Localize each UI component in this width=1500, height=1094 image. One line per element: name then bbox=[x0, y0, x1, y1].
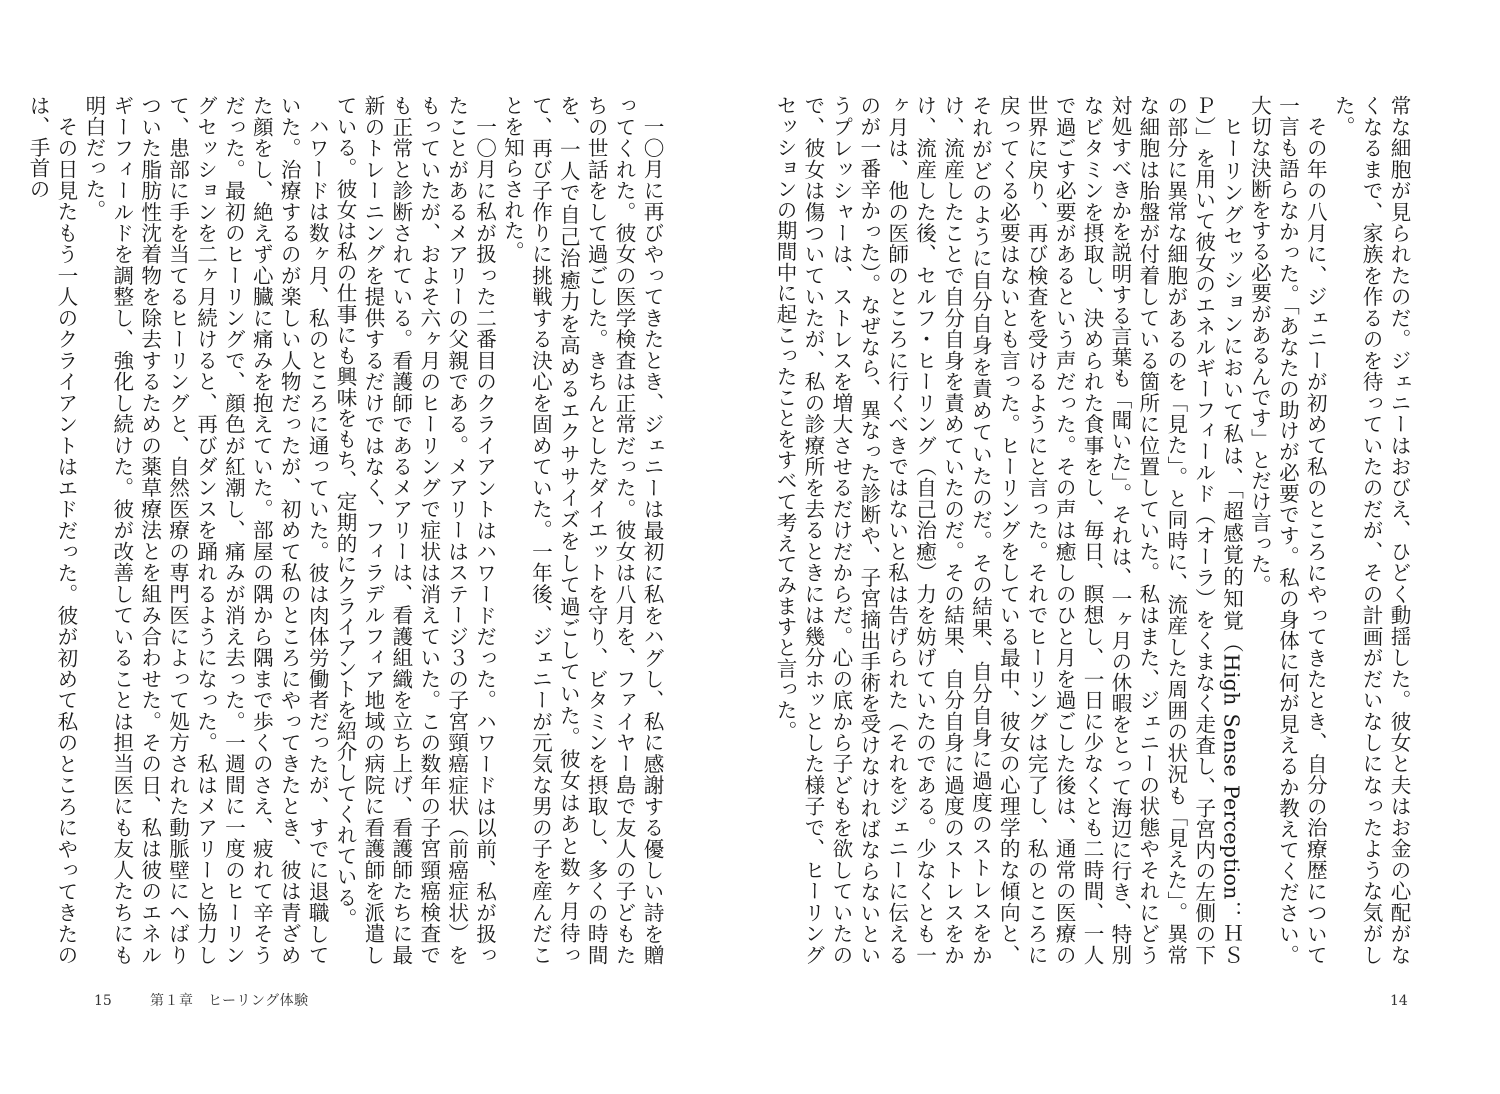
paragraph: 一〇月に再びやってきたとき、ジェニーは最初に私をハグし、私に感謝する優しい詩を贈ってくれた。彼女の医学検査は正常だった。彼女は八月を、ファイヤー島で友人の子どもたちの世話をして過ごした。きちんとしたダイエットを守り、ビタミンを摂取し、多くの時間を、一人で自己治癒力を高めるエクササイズをして過ごしていた。彼女はあと数ヶ月待って、再び子作りに挑戦する決心を固めていた。一年後、ジェニーが元気な男の子を産んだことを知らされた。 bbox=[500, 95, 664, 965]
paragraph: 常な細胞が見られたのだ。ジェニーはおびえ、ひどく動揺した。彼女と夫はお金の心配がなくなるまで、家族を作るのを待っていたのだが、その計画がだいなしになったような気がした。 bbox=[1331, 95, 1411, 965]
left-page-body bbox=[26, 95, 665, 965]
paragraph: その日見たもう一人のクライアントはエドだった。彼が初めて私のところにやってきたのは、手首の bbox=[26, 95, 78, 965]
right-page-body bbox=[773, 95, 1412, 965]
running-head: 第１章 ヒーリング体験 bbox=[150, 993, 309, 1009]
paragraph: ヒーリングセッションにおいて私は、「超感覚的知覚（High Sense Perception：ＨＳＰ）」を用いて彼女のエネルギーフィールド（オーラ）をくまなく走査し、子宮内の左側の下の部分に異常な細胞があるのを「見た」。と同時に、流産した周囲の状況も「見えた」。異常な細胞は胎盤が付着している箇所に位置していた。私はまた、ジェニーの状態やそれにどう対処すべきかを説明する言葉も「聞いた」。それは、一ヶ月の休暇をとって海辺に行き、特別なビタミンを摂取し、決められた食事をし、毎日、瞑想し、一日に少なくとも二時間、一人で過ごす必要があるという声だった。その声は癒しのひと月を過ごした後は、通常の医療の世界に戻り、再び検査を受けるようにと言った。それでヒーリングは完了し、私のところに戻ってくる必要はないとも言った。ヒーリングをしている最中、彼女の心理学的な傾向と、それがどのように自分自身を責めていたのだ。その結果、自分自身に過度のストレスをかけ、流産したことで自分自身を責めていたのだ。その結果、自分自身に過度のストレスをかけ、流産した後、セルフ・ヒーリング（自己治癒）力を妨げていたのである。少なくとも一ヶ月は、他の医師のところに行くべきではないと私は告げられた（それをジェニーに伝えるのが一番辛かった）。なぜなら、異なった診断や、子宮摘出手術を受けなければならないというプレッシャーは、ストレスを増大させるだけだからだ。心の底から子どもを欲していたので、彼女は傷ついていたが、私の診療所を去るときには幾分ホッとした様子で、ヒーリングセッションの期間中に起こったことをすべて考えてみますと言った。 bbox=[773, 95, 1244, 965]
paragraph: 一〇月に私が扱った二番目のクライアントはハワードだった。ハワードは以前、私が扱ったことがあるメアリーの父親である。メアリーはステージ３の子宮頸癌症状（前癌症状）をもっていたが、およそ六ヶ月のヒーリングで症状は消えていた。この数年の子宮頸癌検査でも正常と診断されている。看護師であるメアリーは、看護組織を立ち上げ、看護師たちに最新のトレーニングを提供するだけではなく、フィラデルフィア地域の病院に看護師を派遣している。彼女は私の仕事にも興味をもち、定期的にクライアントを紹介してくれている。 bbox=[333, 95, 497, 965]
page-number-right: 14 bbox=[1390, 993, 1408, 1009]
paragraph: ハワードは数ヶ月、私のところに通っていた。彼は肉体労働者だったが、すでに退職していた。治療するのが楽しい人物だったが、初めて私のところにやってきたとき、彼は青ざめた顔をし、絶えず心臓に痛みを抱えていた。部屋の隅から隅まで歩くのさえ、疲れて辛そうだった。最初のヒーリングで、顔色が紅潮し、痛みが消え去った。一週間に一度のヒーリングセッションを二ヶ月続けると、再びダンスを踊れるようになった。私はメアリーと協力して、患部に手を当てるヒーリングと、自然医療の専門医によって処方された動脈壁にへばりついた脂肪性沈着物を除去するための薬草療法とを組み合わせた。その日、私は彼のエネルギーフィールドを調整し、強化し続けた。彼が改善していることは担当医にも友人たちにも明白だった。 bbox=[81, 95, 330, 965]
page-number-left: 15 bbox=[94, 993, 112, 1009]
paragraph: その年の八月に、ジェニーが初めて私のところにやってきたとき、自分の治療歴について一言も語らなかった。「あなたの助けが必要です。私の身体に何が見えるか教えてください。大切な決断をする必要があるんです」とだけ言った。 bbox=[1247, 95, 1328, 965]
right-page bbox=[750, 0, 1500, 1094]
